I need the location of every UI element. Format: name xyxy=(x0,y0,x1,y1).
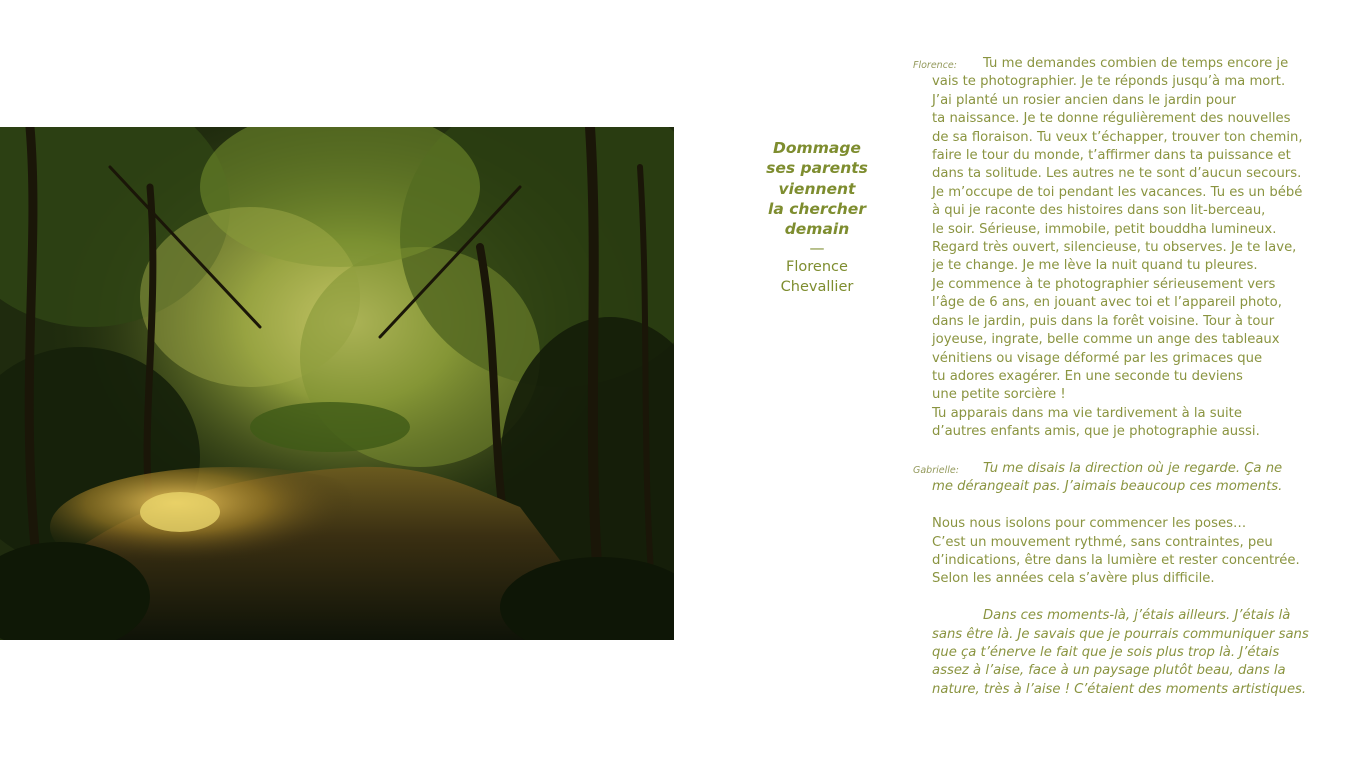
text-line: Dans ces moments-là, j’étais ailleurs. J’étais là xyxy=(983,608,1291,624)
text-line: C’est un mouvement rythmé, sans contraintes, peu xyxy=(932,534,1273,550)
title-line: viennent xyxy=(778,179,856,198)
author-name: Florence xyxy=(786,259,848,276)
text-line: dans ta solitude. Les autres ne te sont d’aucun secours. xyxy=(932,166,1302,182)
text-line: de sa floraison. Tu veux t’échapper, trouver ton chemin, xyxy=(932,129,1303,145)
text-line: Selon les années cela s’avère plus difficile. xyxy=(932,571,1215,587)
text-line: J’ai planté un rosier ancien dans le jardin pour xyxy=(932,92,1236,108)
author-name: Chevallier xyxy=(780,278,854,295)
forest-stream-photo xyxy=(0,127,674,640)
florence-paragraph-2 xyxy=(913,515,1313,589)
text-line: une petite sorcière ! xyxy=(932,387,1066,403)
text-line: sans être là. Je savais que je pourrais communiquer sans xyxy=(932,626,1309,642)
text-line: Je commence à te photographier sérieusement vers xyxy=(932,276,1276,292)
text-line: me dérangeait pas. J’aimais beaucoup ces moments. xyxy=(932,479,1283,495)
title-line: la chercher xyxy=(768,199,866,218)
text-line: Regard très ouvert, silencieuse, tu observes. Je te lave, xyxy=(932,240,1297,256)
text-line: à qui je raconte des histoires dans son lit-berceau, xyxy=(932,203,1266,219)
gabrielle-paragraph-2 xyxy=(913,607,1313,699)
title-line: Dommage xyxy=(773,139,861,157)
text-line: vais te photographier. Je te réponds jusqu’à ma mort. xyxy=(932,74,1286,90)
text-line: l’âge de 6 ans, en jouant avec toi et l’appareil photo, xyxy=(932,295,1282,311)
text-line: Tu me disais la direction où je regarde. Ça ne xyxy=(983,460,1283,476)
title-dash: — xyxy=(809,239,825,258)
text-line: que ça t’énerve le fait que je sois plus trop là. J’étais xyxy=(932,644,1280,660)
text-line: faire le tour du monde, t’affirmer dans ta puissance et xyxy=(932,148,1291,164)
text-line: joyeuse, ingrate, belle comme un ange des tableaux xyxy=(932,332,1280,348)
text-line: assez à l’aise, face à un paysage plutôt beau, dans la xyxy=(932,663,1286,679)
florence-paragraph xyxy=(913,55,1313,442)
text-line: d’autres enfants amis, que je photographie aussi. xyxy=(932,424,1260,440)
text-line: Nous nous isolons pour commencer les poses… xyxy=(932,516,1247,532)
speaker-label: Florence: xyxy=(913,60,957,71)
text-line: tu adores exagérer. En une seconde tu deviens xyxy=(932,368,1243,384)
speaker-label: Gabrielle: xyxy=(913,464,959,476)
title-block xyxy=(752,138,882,297)
text-line: je te change. Je me lève la nuit quand tu pleures. xyxy=(932,258,1258,274)
text-line: d’indications, être dans la lumière et rester concentrée. xyxy=(932,552,1300,568)
text-line: Tu me demandes combien de temps encore je xyxy=(983,56,1289,71)
text-line: dans le jardin, puis dans la forêt voisine. Tour à tour xyxy=(932,313,1275,329)
title-line: ses parents xyxy=(766,159,868,178)
text-line: le soir. Sérieuse, immobile, petit bouddha lumineux. xyxy=(932,221,1277,237)
text-line: Tu apparais dans ma vie tardivement à la suite xyxy=(932,405,1242,421)
dialogue-text xyxy=(913,55,1313,699)
gabrielle-paragraph xyxy=(913,460,1313,497)
text-line: vénitiens ou visage déformé par les grimaces que xyxy=(932,350,1263,366)
title-line: demain xyxy=(784,220,850,239)
text-line: nature, très à l’aise ! C’étaient des moments artistiques. xyxy=(932,681,1307,697)
text-line: ta naissance. Je te donne régulièrement des nouvelles xyxy=(932,111,1291,127)
text-line: Je m’occupe de toi pendant les vacances. Tu es un bébé xyxy=(932,184,1303,200)
